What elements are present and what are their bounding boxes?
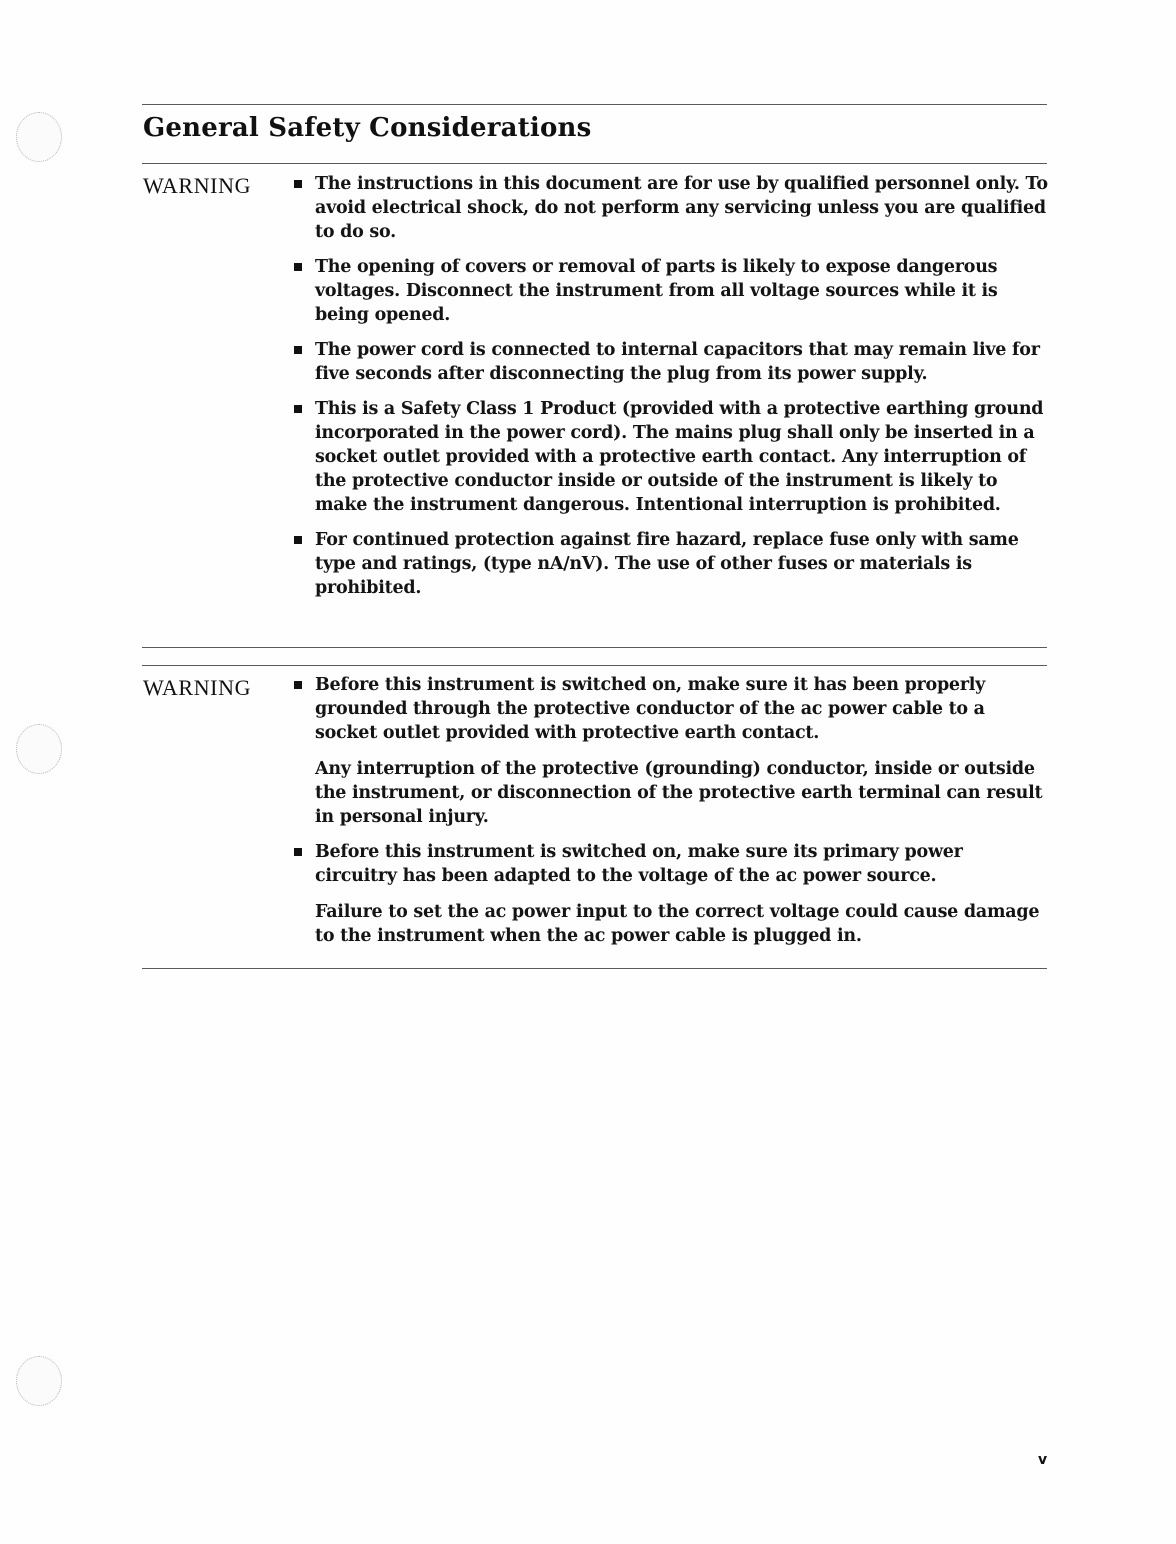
warning-note: Any interruption of the protective (grounding) conductor, inside or outside the instrument, or disconnection of the protective earth terminal can result in personal injury. <box>315 759 1043 827</box>
warning-note: Failure to set the ac power input to the correct voltage could cause damage to the instrument when the ac power cable is plugged in. <box>315 902 1040 946</box>
bullet-icon <box>294 681 302 689</box>
list-item <box>290 255 1050 327</box>
bullet-icon <box>294 536 302 544</box>
warning-text: This is a Safety Class 1 Product (provided with a protective earthing ground incorporated in the power cord). The mains plug shall only be inserted in a socket outlet provided with a protective earth contact. Any interruption of the protective conductor inside or outside of the instrument is likely to make the instrument dangerous. Intentional interruption is prohibited. <box>315 399 1044 515</box>
warning-text: For continued protection against fire hazard, replace fuse only with same type and ratings, (type nA/nV). The use of other fuses or materials is prohibited. <box>315 530 1019 598</box>
binder-hole-top <box>16 112 62 162</box>
list-item <box>290 338 1050 386</box>
warning-text: The power cord is connected to internal capacitors that may remain live for five seconds after disconnecting the plug from its power supply. <box>315 340 1040 384</box>
bullet-icon <box>294 848 302 856</box>
page-number: v <box>1038 1452 1048 1468</box>
warning-text: The opening of covers or removal of parts is likely to expose dangerous voltages. Disconnect the instrument from all voltage sources while it is being opened. <box>315 257 998 325</box>
warning-text: Before this instrument is switched on, make sure it has been properly grounded through the protective conductor of the ac power cable to a socket outlet provided with protective earth contact. <box>315 675 986 743</box>
warning-label-1: WARNING <box>143 173 252 198</box>
warning-block-2 <box>290 673 1050 948</box>
bullet-icon <box>294 263 302 271</box>
bullet-icon <box>294 346 302 354</box>
binder-hole-middle <box>16 724 62 774</box>
warning-label-2: WARNING <box>143 675 252 700</box>
rule-title-bottom <box>142 163 1047 164</box>
page-title: General Safety Considerations <box>143 113 592 143</box>
warning-block-1 <box>290 172 1050 600</box>
list-item <box>290 172 1050 244</box>
warning-text: Before this instrument is switched on, make sure its primary power circuitry has been adapted to the voltage of the ac power source. <box>315 842 963 886</box>
rule-top <box>142 104 1047 105</box>
rule-warning-1-bottom <box>142 647 1047 648</box>
list-item <box>290 528 1050 600</box>
rule-warning-2-top <box>142 665 1047 666</box>
list-item <box>290 397 1050 517</box>
list-item <box>290 673 1050 829</box>
bullet-icon <box>294 405 302 413</box>
list-item <box>290 840 1050 948</box>
warning-text: The instructions in this document are for use by qualified personnel only. To avoid electrical shock, do not perform any servicing unless you are qualified to do so. <box>315 174 1048 242</box>
rule-warning-2-bottom <box>142 968 1047 969</box>
binder-hole-bottom <box>16 1356 62 1406</box>
bullet-icon <box>294 180 302 188</box>
